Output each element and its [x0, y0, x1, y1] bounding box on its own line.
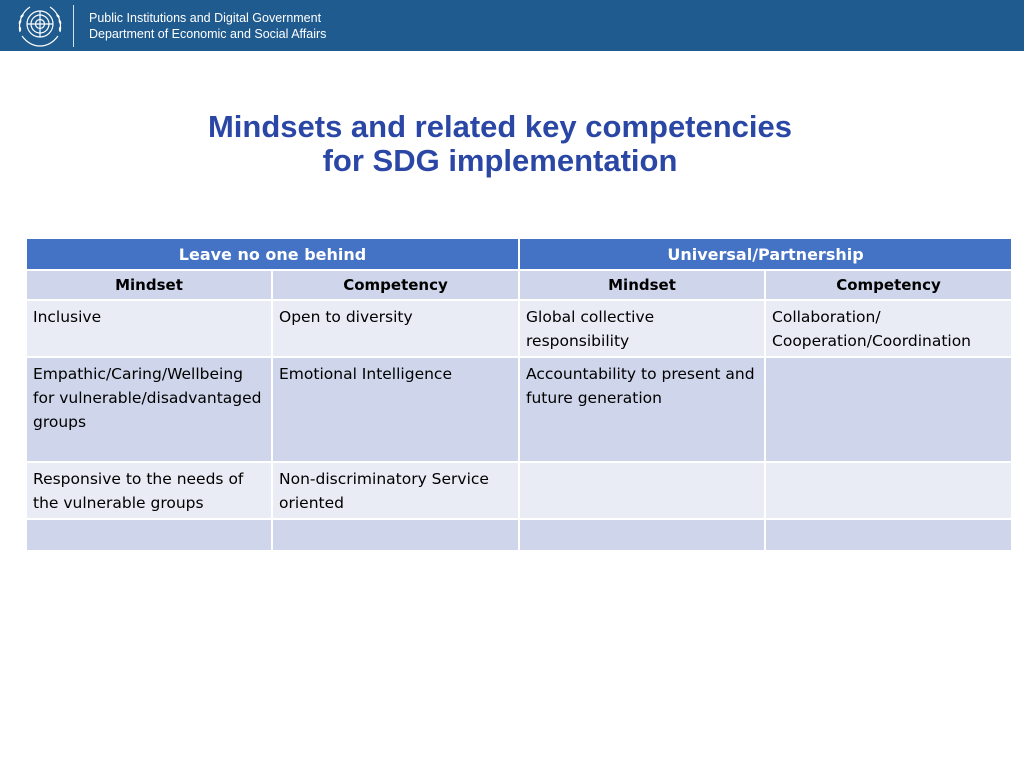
table-cell: Inclusive	[26, 300, 272, 357]
table-cell: Responsive to the needs of the vulnerable groups	[26, 462, 272, 519]
table-cell	[765, 462, 1012, 519]
table-cell: Empathic/Caring/Wellbeing for vulnerable/disadvantaged groups	[26, 357, 272, 462]
title-line-2: for SDG implementation	[322, 143, 678, 178]
column-header-competency: Competency	[272, 270, 519, 300]
table-row	[26, 357, 1012, 462]
table-cell: Emotional Intelligence	[272, 357, 519, 462]
org-line-2: Department of Economic and Social Affairs	[89, 27, 327, 41]
org-line-1: Public Institutions and Digital Government	[89, 11, 322, 25]
title-line-1: Mindsets and related key competencies	[207, 109, 793, 144]
table-cell: Open to diversity	[272, 300, 519, 357]
table-cell: Collaboration/ Cooperation/Coordination	[765, 300, 1012, 357]
un-emblem-icon	[12, 2, 68, 49]
group-header-universal-partnership: Universal/Partnership	[519, 238, 1012, 270]
column-header-mindset: Mindset	[519, 270, 765, 300]
header-banner	[0, 0, 1024, 51]
table-row	[26, 462, 1012, 519]
competency-table	[25, 237, 1013, 552]
organization-name	[89, 10, 326, 42]
table-cell	[519, 519, 765, 551]
header-divider	[73, 5, 74, 47]
table-cell	[765, 357, 1012, 462]
slide-title	[0, 110, 1000, 178]
table-cell: Global collective responsibility	[519, 300, 765, 357]
column-header-competency: Competency	[765, 270, 1012, 300]
table-row	[26, 300, 1012, 357]
group-header-leave-no-one-behind: Leave no one behind	[26, 238, 519, 270]
table-cell	[26, 519, 272, 551]
table-cell	[272, 519, 519, 551]
table-cell	[765, 519, 1012, 551]
column-header-row	[26, 270, 1012, 300]
table-cell: Non-discriminatory Service oriented	[272, 462, 519, 519]
table-cell: Accountability to present and future generation	[519, 357, 765, 462]
column-header-mindset: Mindset	[26, 270, 272, 300]
group-header-row	[26, 238, 1012, 270]
table-cell	[519, 462, 765, 519]
table-row	[26, 519, 1012, 551]
